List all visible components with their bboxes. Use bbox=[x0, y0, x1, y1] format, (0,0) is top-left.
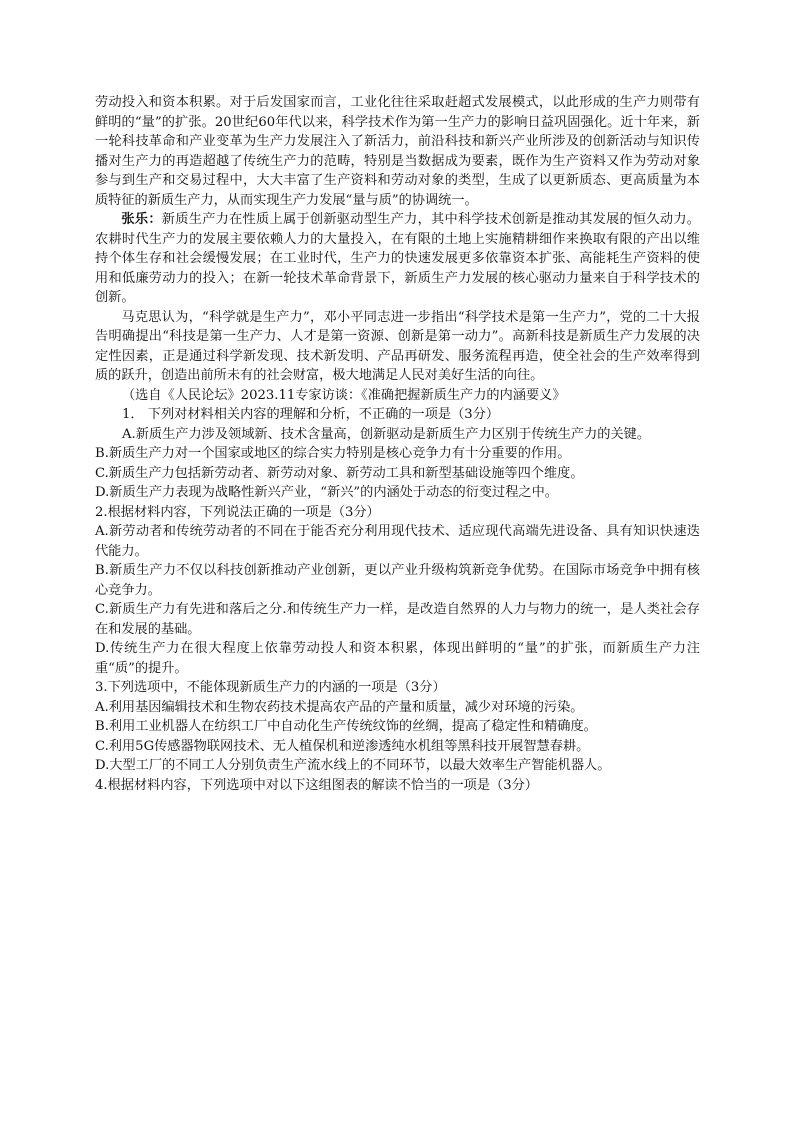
source-citation: （选自《人民论坛》2023.11专家访谈：《准确把握新质生产力的内涵要义》 bbox=[122, 387, 566, 403]
question-2-option-b: B.新质生产力不仅以科技创新推动产业创新，更以产业升级构筑新竞争优势。在国际市场竞争中拥有核心竞争力。 bbox=[95, 563, 700, 598]
document-page bbox=[95, 93, 700, 795]
question-3-stem: 3.下列选项中，不能体现新质生产力的内涵的一项是（3分） bbox=[95, 680, 446, 695]
question-2-stem: 2.根据材料内容，下列说法正确的一项是（3分） bbox=[95, 504, 380, 520]
question-3-option-b: B.利用工业机器人在纺织工厂中自动化生产传统纹饰的丝绸，提高了稳定性和精确度。 bbox=[95, 719, 597, 734]
passage-paragraph-2 bbox=[95, 210, 700, 308]
question-2-option-a: A.新劳动者和传统劳动者的不同在于能否充分利用现代技术、适应现代高端先进设备、具有知识快速迭代能力。 bbox=[95, 524, 700, 559]
question-2-option-c: C.新质生产力有先进和落后之分.和传统生产力一样，是改造自然界的人力与物力的统一，是人类社会存在和发展的基础。 bbox=[95, 602, 700, 637]
speaker-name: 张乐： bbox=[121, 212, 162, 227]
question-1-option-d: D.新质生产力表现为战略性新兴产业，“新兴”的内涵处于动态的衍变过程之中。 bbox=[95, 485, 558, 500]
question-1-option-a: A.新质生产力涉及领域新、技术含量高，创新驱动是新质生产力区别于传统生产力的关键。 bbox=[122, 426, 651, 442]
question-1-stem: 1． 下列对材料相关内容的理解和分析，不正确的一项是（3分） bbox=[122, 407, 500, 422]
question-2-option-d: D.传统生产力在很大程度上依靠劳动投人和资本积累，体现出鲜明的“量”的扩张，而新质生产力注重“质”的提升。 bbox=[95, 641, 700, 676]
question-3-option-a: A.利用基因编辑技术和生物农药技术提高农产品的产量和质量，减少对环境的污染。 bbox=[95, 699, 584, 715]
passage-paragraph-1: 劳动投入和资本积累。对于后发国家而言，工业化往往采取赶超式发展模式，以此形成的生产力则带有鲜明的“量”的扩张。20世纪60年代以来，科学技术作为第一生产力的影响日益巩固强化。近十年来，新一轮科技革命和产业变革为生产力发展注入了新活力，前沿科技和新兴产业所涉及的创新活动与知识传播对生产力的再造超越了传统生产力的范畴，特别是当数据成为要素，既作为生产资料又作为劳动对象参与到生产和交易过程中，大大丰富了生产资料和劳动对象的类型，生成了以更新质态、更高质量为本质特征的新质生产力，从而实现生产力发展“量与质”的协调统一。 bbox=[95, 95, 700, 208]
question-1-option-b: B.新质生产力对一个国家或地区的综合实力特别是核心竞争力有十分重要的作用。 bbox=[95, 446, 571, 461]
question-3-option-c: C.利用5G传感器物联网技术、无人植保机和逆渗透纯水机组等黑科技开展智慧春耕。 bbox=[95, 738, 590, 754]
question-1-option-c: C.新质生产力包括新劳动者、新劳动对象、新劳动工具和新型基础设施等四个维度。 bbox=[95, 465, 584, 481]
question-4-stem: 4.根据材料内容，下列选项中对以下这组图表的解读不恰当的一项是（3分） bbox=[95, 777, 538, 793]
paragraph-2-text: 新质生产力在性质上属于创新驱动型生产力，其中科学技术创新是推动其发展的恒久动力。农耕时代生产力的发展主要依赖人力的大量投入，在有限的土地上实施精耕细作来换取有限的产出以维持个体生存和社会缓慢发展；在工业时代，生产力的快速发展更多依靠资本扩张、高能耗生产资料的使用和低廉劳动力的投入；在新一轮技术革命背景下，新质生产力发展的核心驱动力量来自于科学技术的创新。 bbox=[95, 212, 700, 305]
passage-paragraph-3: 马克思认为，“科学就是生产力”，邓小平同志进一步指出“科学技术是第一生产力”，党的二十大报告明确提出“科技是第一生产力、人才是第一资源、创新是第一动力”。高新科技是新质生产力发展的决定性因素，正是通过科学新发现、技术新发明、产品再研发、服务流程再造，使全社会的生产效率得到质的跃升，创造出前所未有的社会财富，极大地满足人民对美好生活的向往。 bbox=[95, 309, 700, 383]
question-3-option-d: D.大型工厂的不同工人分别负责生产流水线上的不同环节，以最大效率生产智能机器人。 bbox=[95, 758, 611, 773]
